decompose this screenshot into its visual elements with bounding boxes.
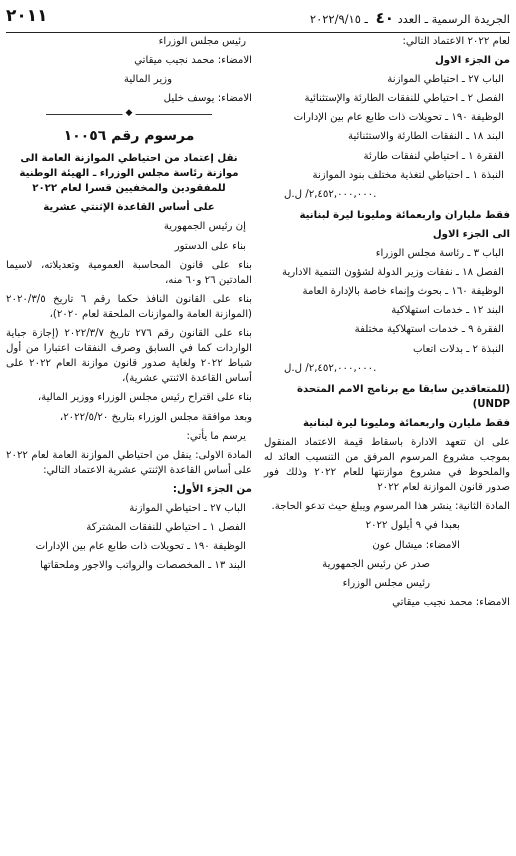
- right-column-line: الى الجزء الاول: [432, 228, 510, 240]
- left-column-line: بناء على القانون النافذ حكما رقم ٦ تاريخ ٢٠٢٠/٣/٥ (الموازنة العامة والموازنات الملحقة لعام ٢٠٢٠)،: [6, 293, 253, 320]
- left-column: [6, 34, 252, 577]
- left-column-line: وزير المالية: [123, 74, 172, 86]
- left-column-line: الفصل ١ ـ احتياطي للنفقات المشتركة: [86, 522, 246, 534]
- right-column-line: الوظيفة ١٩٠ ـ تحويلات ذات طابع عام بين الإدارات: [293, 112, 504, 124]
- right-column-line: الفقرة ٩ ـ خدمات استهلاكية مختلفة: [354, 324, 504, 336]
- right-column-line: فقط ملياران واربعمائة ومليونا ليرة لبنانية: [299, 209, 510, 221]
- left-column-line: يرسم ما يأتي:: [186, 430, 246, 442]
- left-column-line: الامضاء: محمد نجيب ميقاتي: [134, 55, 252, 67]
- right-column-line: بعبدا في ٩ أيلول ٢٠٢٢: [365, 520, 460, 532]
- right-column-line: البند ١٢ ـ خدمات استهلاكية: [391, 305, 504, 317]
- left-column-line: البند ١٣ ـ المخصصات والرواتب والاجور وملحقاتها: [40, 560, 246, 572]
- section-divider: [6, 110, 252, 120]
- left-column-line: بناء على الدستور: [174, 240, 246, 252]
- right-column-line: الباب ٣ ـ رئاسة مجلس الوزراء: [375, 248, 504, 260]
- left-column-line: إن رئيس الجمهورية: [163, 221, 246, 233]
- right-column-line: من الجزء الاول: [434, 55, 510, 67]
- right-column-line: الوظيفة ١٦٠ ـ بحوث وإنماء خاصة بالإدارة العامة: [302, 286, 504, 298]
- issue-date: ـ ٢٠٢٢/٩/١٥: [309, 12, 368, 26]
- right-column-line: (للمتعاقدين سابقا مع برنامج الامم المتحدة UNDP): [297, 383, 510, 410]
- right-column-line: الباب ٢٧ ـ احتياطي الموازنة: [387, 74, 504, 86]
- gazette-title: الجريدة الرسمية ـ العدد: [397, 12, 510, 26]
- right-column: [264, 34, 510, 614]
- right-column-line: الفقرة ١ ـ احتياطي لنفقات طارئة: [363, 150, 504, 162]
- left-column-line: الوظيفة ١٩٠ ـ تحويلات ذات طابع عام بين الإدارات: [35, 541, 246, 553]
- right-column-line: الفصل ٢ ـ احتياطي للنفقات الطارئة والإستثنائية: [304, 93, 504, 105]
- right-column-line: الامضاء: محمد نجيب ميقاتي: [392, 596, 510, 608]
- left-column-line: رئيس مجلس الوزراء: [158, 36, 246, 47]
- right-column-line: على ان تتعهد الادارة باسقاط قيمة الاعتماد المنقول بموجب مشروع المرسوم المرفق من التنسيب العائد له والملحوظ في مشروع موازنتها للعام ٢٠٢٢ وذلك فور صدور قانون الموازنة لعام ٢٠٢٢: [264, 436, 510, 494]
- page-number: ٢٠١١: [6, 6, 48, 26]
- left-column-line: الباب ٢٧ ـ احتياطي الموازنة: [129, 502, 246, 514]
- left-column-line: من الجزء الأول:: [172, 483, 252, 495]
- decree-number: مرسوم رقم ١٠٠٥٦: [63, 128, 195, 145]
- left-column-line: نقل إعتماد من احتياطي الموازنة العامة الى موازنة رئاسة مجلس الوزراء ـ الهيئة الوطنية للمفقودين والمخفيين قسرا لعام ٢٠٢٢: [19, 153, 239, 195]
- left-column-line: على أساس القاعدة الإثنتي عشرية: [43, 202, 215, 214]
- left-column-line: بناء على القانون رقم ٢٧٦ تاريخ ٢٠٢٢/٣/٧ (إجازة جباية الواردات كما في السابق وصرف النفقات اعتبارا من أول شباط ٢٠٢٢ ولغاية صدور قانون موازنة العام ٢٠٢٢ على أساس القاعدة الاثنتي عشرية)،: [6, 328, 253, 385]
- left-column-line: المادة الاولى: ينقل من احتياطي الموازنة العامة لعام ٢٠٢٢ على أساس القاعدة الإثنتي عشرية الاعتماد التالي:: [6, 449, 252, 476]
- right-column-line: ٢,٤٥٢,٠٠٠,٠٠٠/ ل.ل.: [284, 188, 377, 200]
- left-column-line: بناء على قانون المحاسبة العمومية وتعديلاته، لاسيما المادتين ٢٦ و٦٠ منه،: [6, 259, 252, 286]
- issue-number: ٤٠: [375, 9, 394, 27]
- left-column-line: الامضاء: يوسف خليل: [163, 93, 252, 105]
- right-column-line: الامضاء: ميشال عون: [372, 539, 460, 551]
- right-column-line: فقط مليارن واربعمائة ومليونا ليرة لبنانية: [302, 417, 510, 429]
- page-header: [6, 4, 510, 33]
- header-title: [310, 9, 510, 27]
- right-column-line: ٢,٤٥٢,٠٠٠,٠٠٠/ ل.ل.: [284, 362, 377, 374]
- right-column-line: لعام ٢٠٢٢ الاعتماد التالي:: [402, 36, 510, 47]
- right-column-line: النبذة ١ ـ احتياطي لتغذية مختلف بنود الموازنة: [312, 169, 504, 181]
- left-column-line: وبعد موافقة مجلس الوزراء بتاريخ ٢٠٢٢/٥/٢٠،: [59, 411, 252, 423]
- right-column-line: رئيس مجلس الوزراء: [342, 577, 430, 589]
- right-column-line: المادة الثانية: ينشر هذا المرسوم ويبلغ حيث تدعو الحاجة.: [271, 501, 510, 513]
- left-column-line: بناء على اقتراح رئيس مجلس الوزراء ووزير المالية،: [37, 392, 252, 404]
- right-column-line: صدر عن رئيس الجمهورية: [322, 558, 430, 570]
- right-column-line: الفصل ١٨ ـ نفقات وزير الدولة لشؤون التنمية الادارية: [282, 267, 504, 279]
- right-column-line: البند ١٨ ـ النفقات الطارئة والاستثنائية: [348, 131, 504, 143]
- right-column-line: النبذة ٢ ـ بدلات اتعاب: [412, 343, 504, 355]
